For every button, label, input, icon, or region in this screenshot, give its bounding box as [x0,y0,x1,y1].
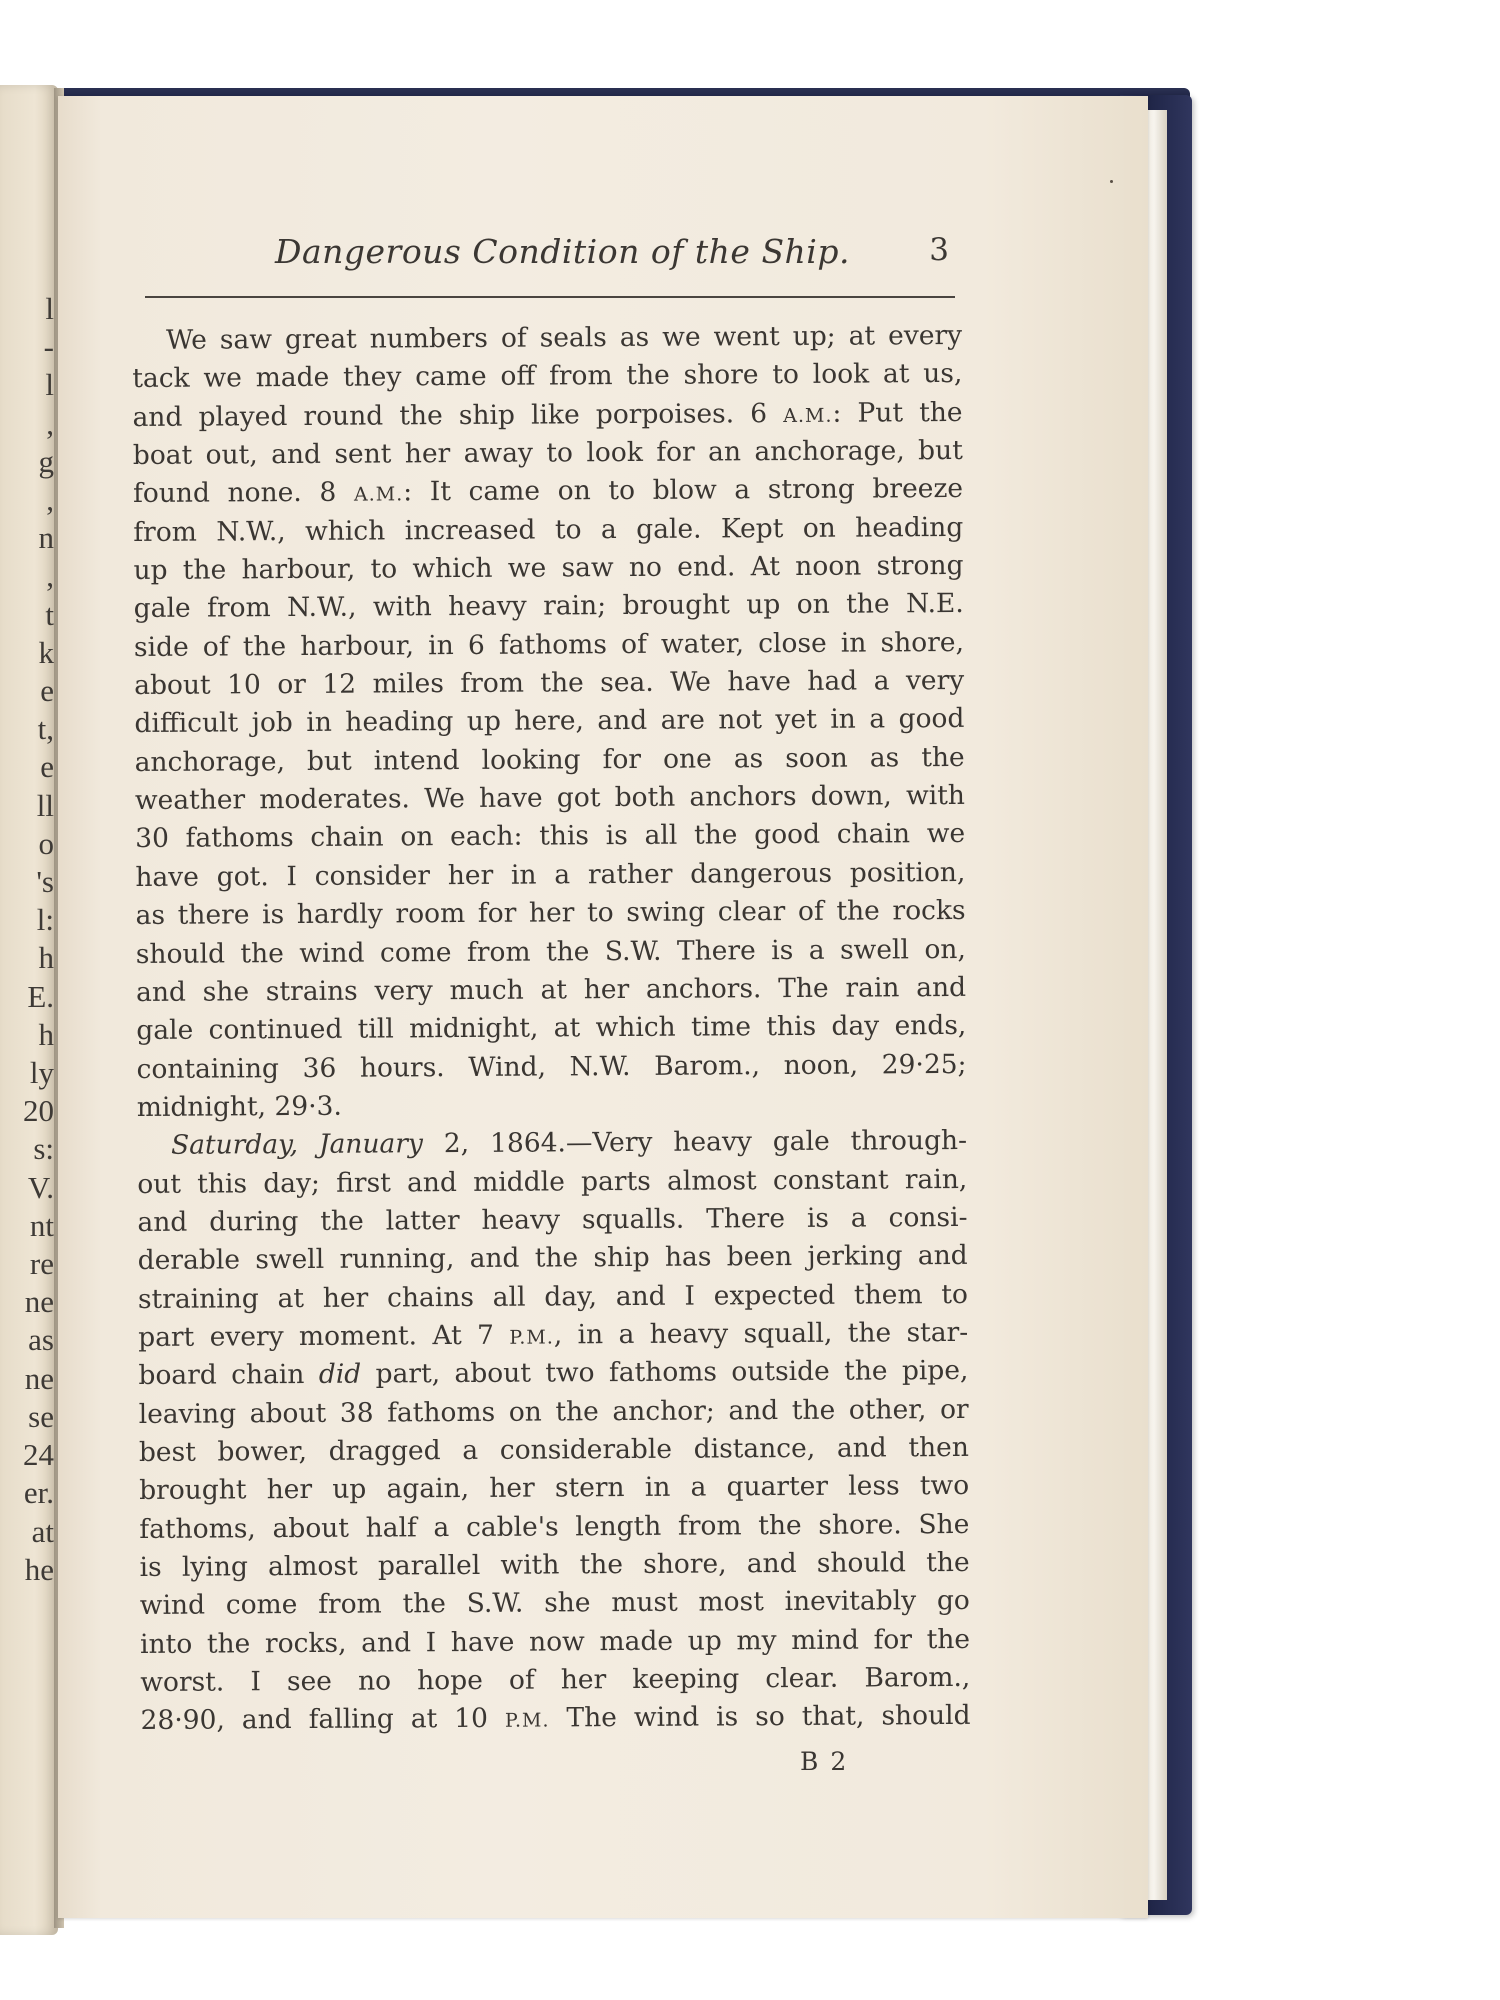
small-caps-time: A.M. [783,404,833,427]
text-line: We saw great numbers of seals as we went up; at every [166,319,963,356]
text-span: : Put the [832,396,963,429]
text-line [132,394,962,437]
text-line [137,1122,967,1165]
text-line: gale continued till midnight, at which time this day ends, [136,1010,967,1047]
text-line: straining at her chains all day, and I expected them to [137,1278,969,1315]
running-header [145,232,955,284]
text-line: best bower, dragged a considerable distance, and then [138,1431,969,1468]
text-line: midnight, 29·3. [136,1090,342,1123]
page-number: 3 [929,232,949,268]
italic-date: Saturday, January [170,1128,424,1161]
text-line: into the rocks, and I have now made up my mind for the [139,1623,971,1660]
left-page-edge-text: l - l , g , n , t k e t, e ll o 's l: h E. h ly 20 s: V. nt re ne as ne se 24 er. at he [23,291,54,1587]
text-line: out this day; first and middle parts almost constant rain, [137,1163,968,1200]
text-line: boat out, and sent her away to look for an anchorage, but [132,434,963,472]
text-span: : It came on to blow a strong breeze [403,473,964,508]
text-line: containing 36 hours. Wind, N.W. Barom., noon, 29·25; [136,1048,967,1085]
text-line [138,1314,968,1357]
text-line [133,470,963,513]
text-line: side of the harbour, in 6 fathoms of water, close in shore, [133,626,965,663]
small-caps-time: P.M. [504,1709,550,1733]
text-line: difficult job in heading up here, and are not yet in a good [134,703,965,740]
text-span: and played round the ship like porpoises. 6 [132,397,784,433]
text-line [140,1697,970,1740]
signature-mark: B 2 [800,1747,849,1776]
text-line: have got. I consider her in a rather dangerous position, [135,856,966,893]
text-line: should the wind come from the S.W. There is a swell on, [135,933,966,970]
text-line: about 10 or 12 miles from the sea. We have had a very [134,665,965,702]
text-span: part every moment. At 7 [138,1319,510,1353]
text-line: gale from N.W., with heavy rain; brought up on the N.E. [133,588,964,625]
text-line: weather moderates. We have got both anchors down, with [134,780,966,817]
text-line: as there is hardly room for her to swing clear of the rocks [135,895,966,932]
text-line: and during the latter heavy squalls. There is a consi- [137,1201,968,1238]
paper-speck [1110,180,1113,183]
text-span: board chain [138,1359,319,1392]
text-line: wind come from the S.W. she must most inevitably go [139,1585,970,1622]
text-span: 2, 1864.—Very heavy gale through- [422,1125,968,1160]
text-line: is lying almost parallel with the shore, and should the [139,1546,970,1583]
text-span: The wind is so that, should [549,1700,971,1734]
text-line: brought her up again, her stern in a quarter less two [139,1470,970,1507]
header-rule [145,296,955,298]
text-line: from N.W., which increased to a gale. Kept on heading [133,511,964,548]
running-title: Dangerous Condition of the Ship. [275,232,850,271]
text-line: worst. I see no hope of her keeping clear. Barom., [140,1661,971,1699]
text-line: leaving about 38 fathoms on the anchor; and the other, or [138,1393,969,1430]
text-line: tack we made they came off from the shore to look at us, [132,358,963,395]
italic-emphasis: did [318,1358,362,1391]
text-span: found none. 8 [132,477,355,510]
small-caps-time: P.M. [509,1326,554,1349]
text-line: and she strains very much at her anchors. The rain and [136,971,967,1008]
text-line: fathoms, about half a cable's length from the shore. She [139,1508,970,1545]
text-line: 30 fathoms chain on each: this is all the good chain we [135,818,966,855]
text-line: up the harbour, to which we saw no end. At noon strong [133,549,964,587]
text-line: derable swell running, and the ship has been jerking and [137,1240,968,1277]
text-line: anchorage, but intend looking for one as soon as the [134,741,965,778]
body-text [132,317,971,1741]
left-page [0,85,58,1935]
text-span: 28·90, and falling at 10 [140,1703,506,1737]
text-span: part, about two fathoms outside the pipe, [361,1355,969,1390]
small-caps-time: A.M. [353,483,404,507]
text-line [138,1352,968,1395]
text-span: , in a heavy squall, the star- [553,1316,969,1351]
